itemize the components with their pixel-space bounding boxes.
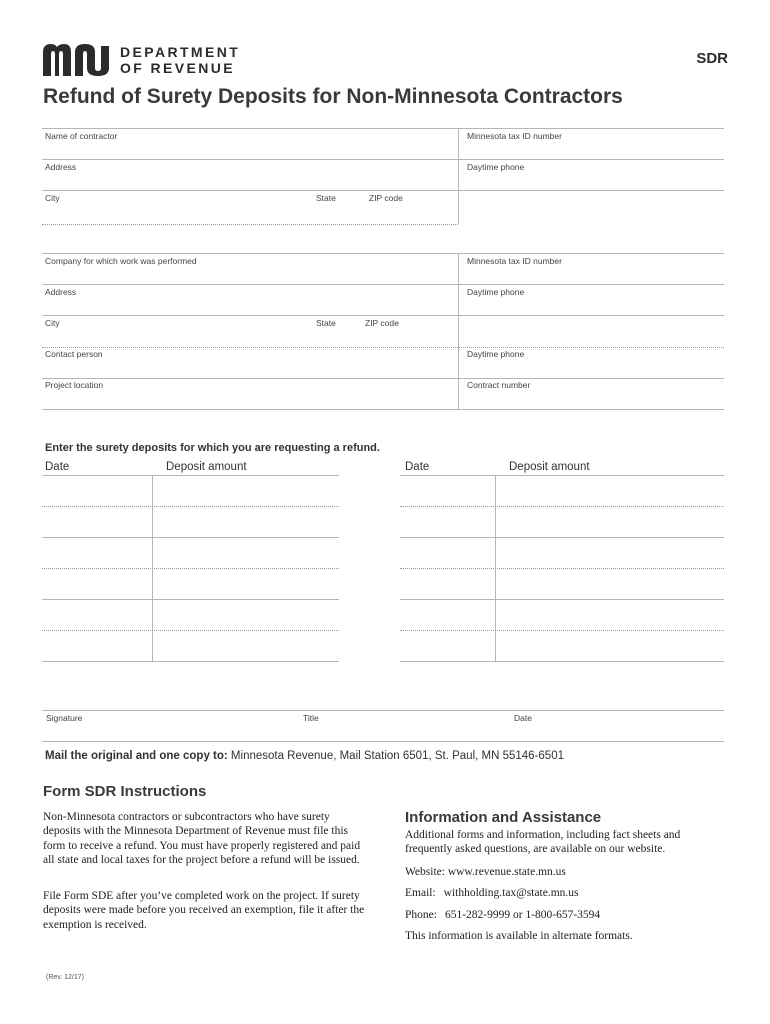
column-divider	[495, 475, 496, 661]
contact-person-label: Contact person	[45, 349, 103, 359]
form-code: SDR	[696, 50, 728, 67]
deposit-amount-cells[interactable]	[497, 476, 724, 660]
contractor-phone-label: Daytime phone	[467, 162, 525, 172]
rule	[42, 741, 724, 742]
phone-label: Phone:	[405, 909, 437, 921]
contact-phone-label: Daytime phone	[467, 349, 525, 359]
mail-instructions	[45, 750, 564, 762]
contractor-tax-id-input[interactable]	[462, 140, 724, 158]
company-zip-input[interactable]	[363, 328, 455, 346]
contractor-address-input[interactable]	[42, 171, 456, 189]
email-value: withholding.tax@state.mn.us	[443, 887, 579, 899]
instructions-title: Form SDR Instructions	[43, 783, 207, 800]
company-zip-label: ZIP code	[365, 318, 399, 328]
phone-value: 651-282-9999 or 1-800-657-3594	[444, 909, 601, 921]
contractor-phone-input[interactable]	[462, 171, 724, 189]
contract-number-label: Contract number	[467, 380, 531, 390]
company-address-input[interactable]	[42, 296, 456, 314]
deposits-heading: Enter the surety deposits for which you are requesting a refund.	[45, 442, 380, 454]
contact-phone-input[interactable]	[462, 359, 724, 377]
info-paragraph: Additional forms and information, including fact sheets and frequently asked questions, are available on our website.	[405, 829, 681, 856]
contract-number-input[interactable]	[462, 390, 724, 408]
project-location-label: Project location	[45, 380, 104, 390]
deposit-date-cells[interactable]	[42, 476, 150, 660]
rule	[42, 128, 724, 129]
logo-line-1: DEPARTMENT	[120, 44, 241, 60]
rule	[400, 661, 724, 662]
column-divider	[458, 128, 459, 224]
dotted-rule	[42, 347, 724, 348]
rule	[42, 409, 724, 410]
signature-input[interactable]	[42, 723, 297, 740]
rule	[42, 190, 724, 191]
info-phone-row	[405, 908, 600, 922]
contractor-state-input[interactable]	[314, 203, 366, 223]
column-divider	[152, 475, 153, 661]
logo-line-2: OF REVENUE	[120, 60, 236, 76]
contractor-name-label: Name of contractor	[45, 131, 118, 141]
rule	[42, 710, 724, 711]
info-title: Information and Assistance	[405, 809, 602, 826]
company-phone-label: Daytime phone	[467, 287, 525, 297]
contact-person-input[interactable]	[42, 359, 456, 377]
deposit-amount-header: Deposit amount	[509, 461, 590, 473]
deposit-date-cells[interactable]	[400, 476, 493, 660]
mail-lead: Mail the original and one copy to:	[45, 750, 228, 762]
column-divider	[458, 253, 459, 409]
deposit-date-header: Date	[405, 461, 430, 473]
contractor-zip-label: ZIP code	[369, 193, 403, 203]
contractor-tax-id-label: Minnesota tax ID number	[467, 131, 562, 141]
company-tax-id-label: Minnesota tax ID number	[467, 256, 562, 266]
rule	[42, 661, 339, 662]
company-tax-id-input[interactable]	[462, 265, 724, 283]
contractor-city-input[interactable]	[42, 203, 312, 223]
company-state-input[interactable]	[314, 328, 362, 346]
deposit-amount-cells[interactable]	[154, 476, 338, 660]
department-logo-text	[120, 44, 240, 76]
page-title: Refund of Surety Deposits for Non-Minnesota Contractors	[43, 85, 623, 108]
title-input[interactable]	[300, 723, 508, 740]
email-label: Email:	[405, 887, 436, 899]
rule	[42, 159, 724, 160]
instructions-paragraph-1: Non-Minnesota contractors or subcontractors who have surety deposits with the Minnesota Department of Revenue must file this form to receive a refund. You must have properly registered and paid all state and local taxes for the project before a refund will be issued.	[43, 811, 361, 867]
rule	[42, 315, 724, 316]
info-alt-formats: This information is available in alternate formats.	[405, 930, 633, 942]
rule	[42, 378, 724, 379]
info-email-row	[405, 886, 579, 900]
deposit-amount-header: Deposit amount	[166, 461, 247, 473]
instructions-paragraph-2: File Form SDE after you’ve completed work on the project. If surety deposits were made before you received an exemption, file it after the exemption is received.	[43, 890, 365, 931]
deposit-date-header: Date	[45, 461, 70, 473]
company-name-input[interactable]	[42, 265, 456, 283]
info-website: Website: www.revenue.state.mn.us	[405, 866, 566, 878]
contractor-state-label: State	[316, 193, 336, 203]
company-address-label: Address	[45, 287, 77, 297]
signature-date-input[interactable]	[511, 723, 724, 740]
company-city-label: City	[45, 318, 60, 328]
signature-date-label: Date	[514, 713, 532, 723]
dotted-rule	[42, 224, 458, 225]
contractor-address-label: Address	[45, 162, 77, 172]
signature-label: Signature	[46, 713, 83, 723]
company-name-label: Company for which work was performed	[45, 256, 197, 266]
company-phone-input[interactable]	[462, 296, 724, 314]
rule	[42, 284, 724, 285]
contractor-zip-input[interactable]	[367, 203, 455, 223]
company-state-label: State	[316, 318, 336, 328]
project-location-input[interactable]	[42, 390, 456, 408]
rule	[42, 253, 724, 254]
mail-address: Minnesota Revenue, Mail Station 6501, St. Paul, MN 55146-6501	[227, 750, 564, 762]
revision-note: (Rev. 12/17)	[46, 974, 84, 981]
title-label: Title	[303, 713, 319, 723]
company-city-input[interactable]	[42, 328, 312, 346]
mn-logo-icon	[43, 44, 115, 76]
contractor-city-label: City	[45, 193, 60, 203]
contractor-name-input[interactable]	[42, 140, 456, 158]
